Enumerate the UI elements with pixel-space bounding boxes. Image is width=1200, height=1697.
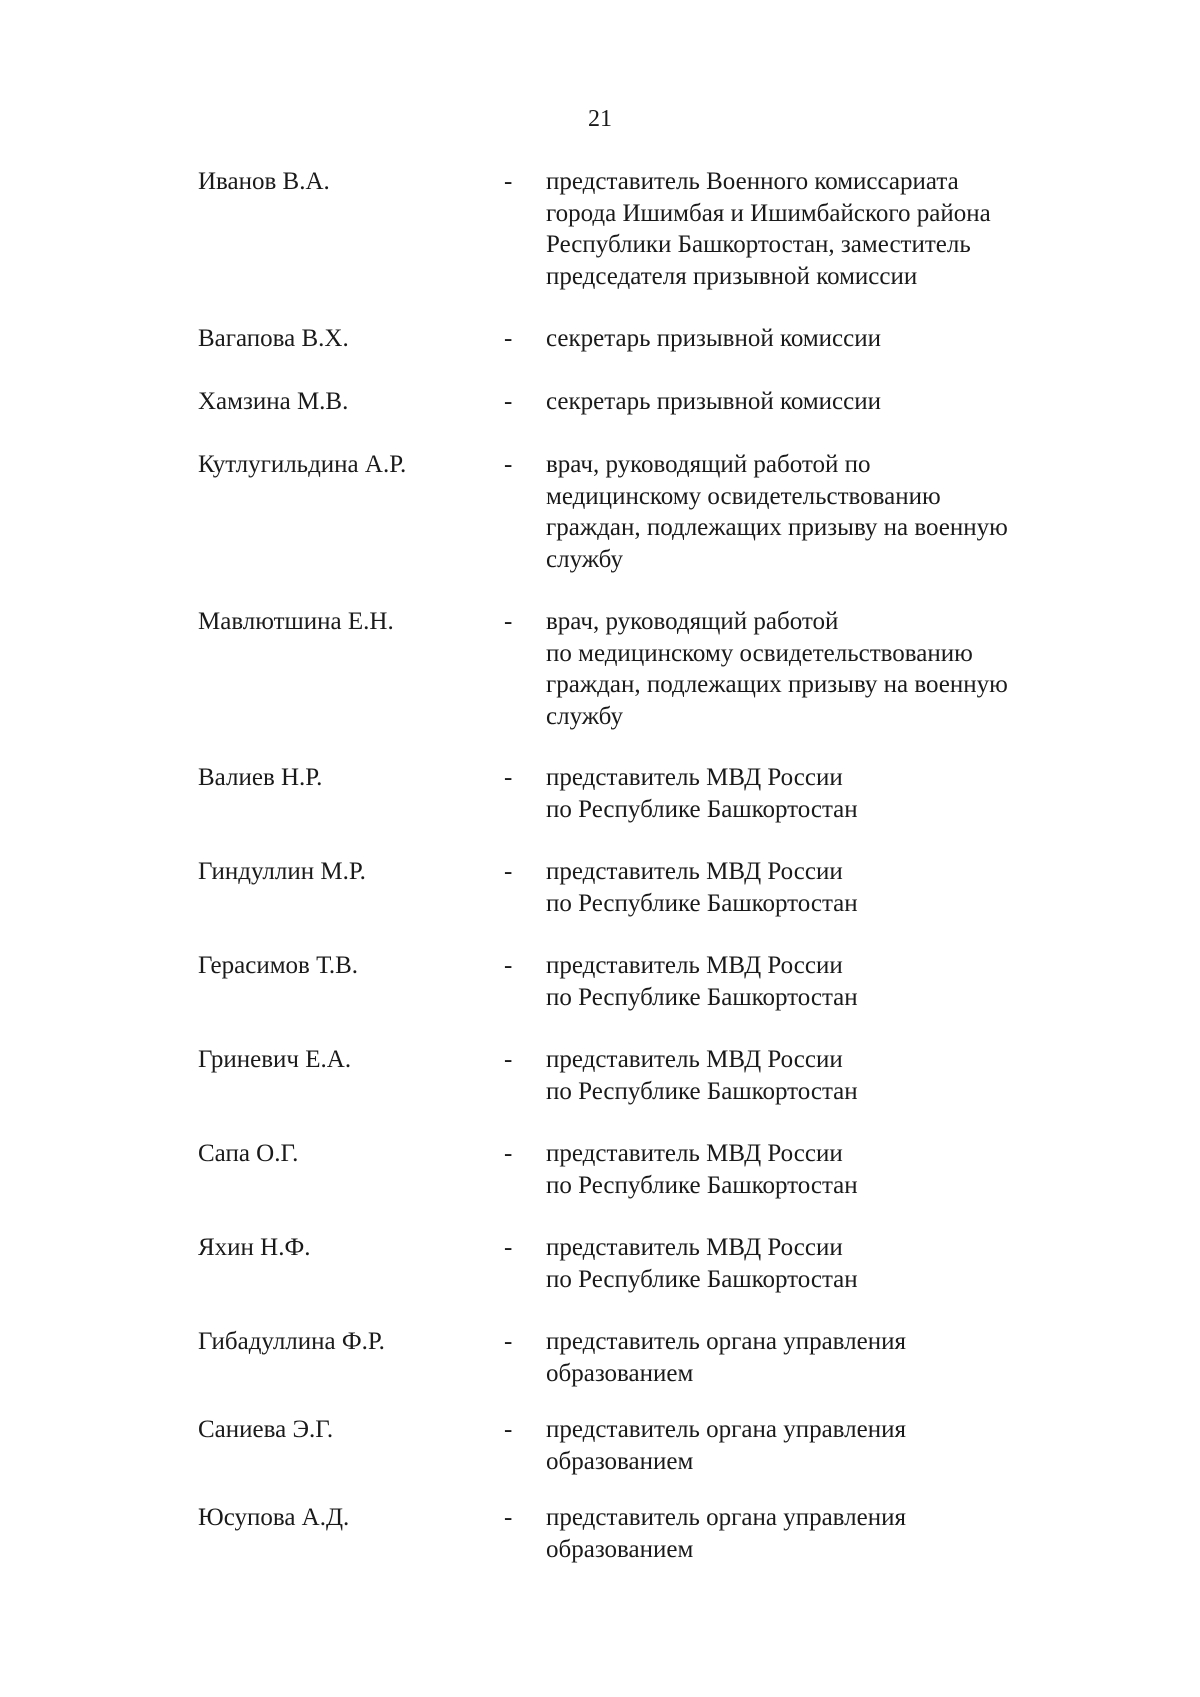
role-line: по Республике Башкортостан <box>546 1077 858 1105</box>
member-role <box>546 606 1086 732</box>
separator-dash: - <box>504 451 513 478</box>
role-line: представитель МВД России <box>546 952 843 979</box>
role-line: представитель органа управления <box>546 1504 906 1531</box>
role-line: председателя призывной комиссии <box>546 262 918 290</box>
member-name: Сапа О.Г. <box>198 1140 299 1167</box>
role-line: представитель МВД России <box>546 1140 843 1167</box>
member-role <box>546 449 1086 575</box>
role-line: представитель Военного комиссариата <box>546 168 959 195</box>
separator-dash: - <box>504 325 513 352</box>
member-name: Саниева Э.Г. <box>198 1416 334 1443</box>
role-line: по Республике Башкортостан <box>546 983 858 1011</box>
role-line: по Республике Башкортостан <box>546 1171 858 1199</box>
member-name: Гриневич Е.А. <box>198 1046 352 1073</box>
page-number: 21 <box>588 106 612 132</box>
role-line: образованием <box>546 1447 694 1475</box>
role-line: по медицинскому освидетельствованию <box>546 639 973 667</box>
separator-dash: - <box>504 1140 513 1167</box>
separator-dash: - <box>504 608 513 635</box>
member-role <box>546 1044 1086 1107</box>
role-line: образованием <box>546 1359 694 1387</box>
role-line: представитель МВД России <box>546 764 843 791</box>
role-line: медицинскому освидетельствованию <box>546 482 941 510</box>
member-role <box>546 950 1086 1013</box>
role-line: врач, руководящий работой <box>546 608 839 635</box>
member-name: Кутлугильдина А.Р. <box>198 451 407 478</box>
role-line: представитель МВД России <box>546 1234 843 1261</box>
separator-dash: - <box>504 858 513 885</box>
role-line: по Республике Башкортостан <box>546 889 858 917</box>
separator-dash: - <box>504 764 513 791</box>
member-name: Хамзина М.В. <box>198 388 349 415</box>
member-role <box>546 166 1086 292</box>
member-name: Гибадуллина Ф.Р. <box>198 1328 385 1355</box>
member-name: Мавлютшина Е.Н. <box>198 608 394 635</box>
role-line: граждан, подлежащих призыву на военную <box>546 514 1008 541</box>
member-role <box>546 1502 1086 1565</box>
role-line: представитель МВД России <box>546 858 843 885</box>
role-line: службу <box>546 702 623 730</box>
separator-dash: - <box>504 1416 513 1443</box>
member-name: Валиев Н.Р. <box>198 764 323 791</box>
separator-dash: - <box>504 1046 513 1073</box>
separator-dash: - <box>504 1328 513 1355</box>
member-name: Вагапова В.Х. <box>198 325 349 352</box>
member-role <box>546 856 1086 919</box>
member-role <box>546 762 1086 825</box>
role-line: образованием <box>546 1535 694 1563</box>
role-line: Республики Башкортостан, заместитель <box>546 231 971 258</box>
role-line: врач, руководящий работой по <box>546 451 871 478</box>
role-line: представитель органа управления <box>546 1328 906 1355</box>
role-line: по Республике Башкортостан <box>546 1265 858 1293</box>
role-line: представитель органа управления <box>546 1416 906 1443</box>
role-line: по Республике Башкортостан <box>546 795 858 823</box>
member-name: Юсупова А.Д. <box>198 1504 350 1531</box>
member-role <box>546 1326 1086 1389</box>
member-role <box>546 1138 1086 1201</box>
role-line: города Ишимбая и Ишимбайского района <box>546 199 991 227</box>
member-role <box>546 323 1086 355</box>
role-line: секретарь призывной комиссии <box>546 325 882 352</box>
member-role <box>546 386 1086 418</box>
separator-dash: - <box>504 388 513 415</box>
member-name: Иванов В.А. <box>198 168 330 195</box>
member-role <box>546 1414 1086 1477</box>
role-line: службу <box>546 545 623 573</box>
member-role <box>546 1232 1086 1295</box>
role-line: граждан, подлежащих призыву на военную <box>546 671 1008 698</box>
member-name: Герасимов Т.В. <box>198 952 359 979</box>
role-line: представитель МВД России <box>546 1046 843 1073</box>
separator-dash: - <box>504 952 513 979</box>
separator-dash: - <box>504 168 513 195</box>
separator-dash: - <box>504 1504 513 1531</box>
member-name: Гиндуллин М.Р. <box>198 858 366 885</box>
role-line: секретарь призывной комиссии <box>546 388 882 415</box>
member-name: Яхин Н.Ф. <box>198 1234 311 1261</box>
separator-dash: - <box>504 1234 513 1261</box>
